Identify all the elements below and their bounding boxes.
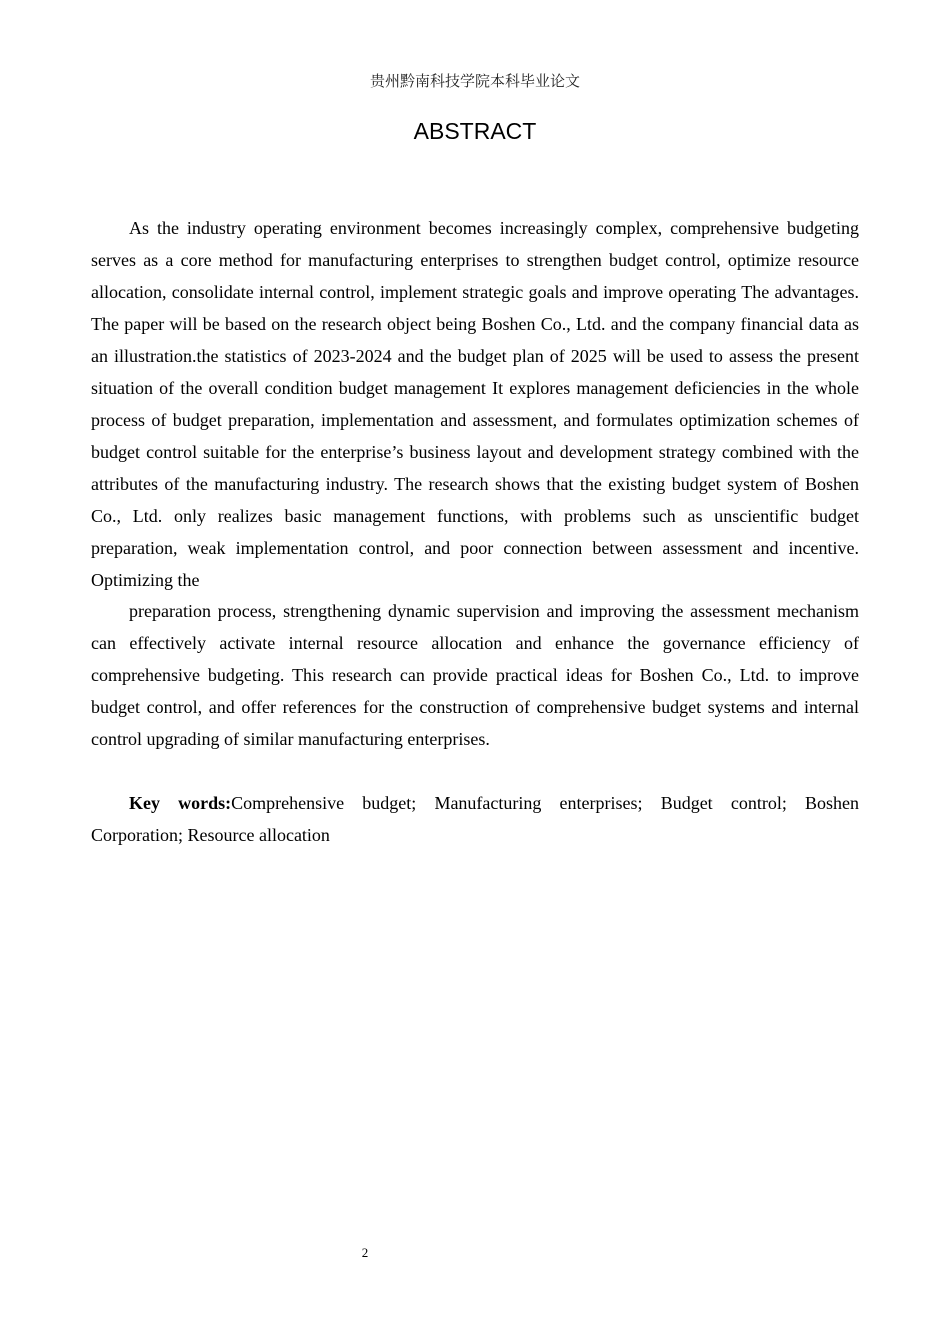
abstract-paragraph-2 — [91, 595, 859, 755]
abstract-paragraph-2-text: preparation process, strengthening dynamic supervision and improving the assessment mechanism can effectively activate internal resource allocation and enhance the governance efficiency of comprehensive budgeting. This research can provide practical ideas for Boshen Co., Ltd. to improve budget control, and offer references for the construction of comprehensive budget systems and internal control upgrading of similar manufacturing enterprises. — [91, 601, 859, 749]
keywords-block — [91, 787, 859, 851]
page-number: 2 — [361, 1245, 369, 1260]
abstract-paragraph-1 — [91, 212, 877, 596]
running-header: 贵州黔南科技学院本科毕业论文 — [369, 72, 580, 90]
abstract-title: ABSTRACT — [413, 118, 537, 144]
keywords-label: Key words: — [129, 793, 232, 813]
abstract-paragraph-1-text: As the industry operating environment becomes increasingly complex, comprehensive budgeting serves as a core method for manufacturing enterprises to strengthen budget control, optimize resource allocation, consolidate internal control, implement strategic goals and improve operating The advantages. The paper will be based on the research object being Boshen Co., Ltd. and the company financial data as an illustration.the statistics of 2023-2024 and the budget plan of 2025 will be used to assess the present situation of the overall condition budget management It explores management deficiencies in the whole process of budget preparation, implementation and assessment, and formulates optimization schemes of budget control suitable for the enterprise’s business layout and development strategy combined with the attributes of the manufacturing industry. The research shows that the existing budget system of Boshen Co., Ltd. only realizes basic management functions, with problems such as unscientific budget preparation, weak implementation control, and poor connection between assessment and incentive. Optimizing the — [91, 218, 877, 590]
keywords-text: Comprehensive budget; Manufacturing enterprises; Budget control; Boshen Corporation; Resource allocation — [91, 793, 859, 845]
keywords-line — [91, 787, 859, 851]
